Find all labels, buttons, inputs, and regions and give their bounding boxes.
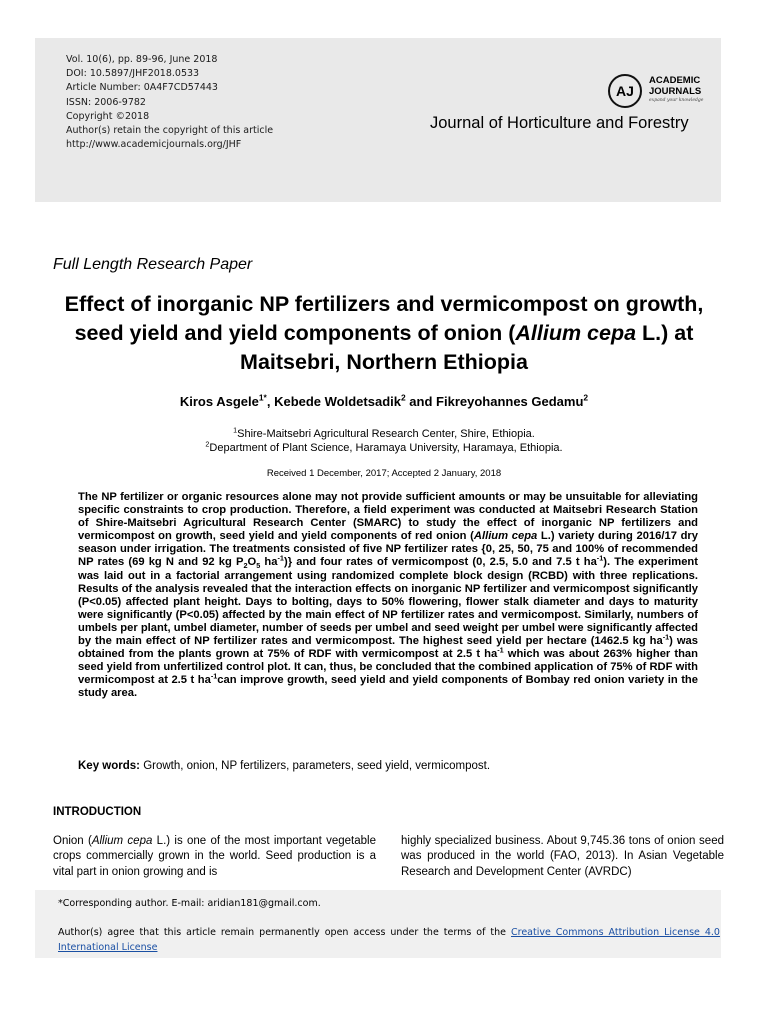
paper-title — [40, 290, 728, 377]
logo-line-academic: ACADEMIC — [649, 75, 701, 86]
author-2: Kebede Woldetsadik — [274, 394, 401, 409]
keywords-text: Growth, onion, NP fertilizers, parameters, seed yield, vermicompost. — [140, 760, 491, 772]
meta-copyright: Copyright ©2018 — [66, 110, 150, 122]
meta-volume: Vol. 10(6), pp. 89-96, June 2018 — [66, 54, 218, 65]
author-3-affil: 2 — [583, 392, 589, 403]
logo-wordmark — [649, 76, 701, 97]
author-2-affil: 2 — [400, 392, 406, 403]
intro-column-right: highly specialized business. About 9,745.36 tons of onion seed was produced in the world (FAO, 2013). In Asian Vegetable Research and Development Center (AVRDC) — [401, 835, 724, 878]
author-3: Fikreyohannes Gedamu — [436, 394, 584, 409]
keywords-label: Key words: — [78, 760, 140, 772]
author-1: Kiros Asgele — [179, 394, 259, 409]
title-text-end: L.) at Maitsebri, Northern Ethiopia — [240, 321, 694, 374]
logo-line-journals: JOURNALS — [649, 85, 702, 97]
license-link[interactable]: Creative Commons Attribution License 4.0 International License — [58, 927, 720, 953]
license-statement: Author(s) agree that this article remain permanently open access under the terms of the Creative Commons Attribution License 4.0 International License — [58, 927, 720, 953]
journal-name: Journal of Horticulture and Forestry — [430, 114, 689, 132]
author-1-affil: 1* — [258, 392, 267, 403]
meta-article-number: Article Number: 0A4F7CD57443 — [66, 82, 218, 94]
meta-url[interactable]: http://www.academicjournals.org/JHF — [66, 139, 242, 151]
article-metadata — [66, 53, 273, 152]
abstract: The NP fertilizer or organic resources alone may not provide sufficient amounts or may be unsuitable for alleviating specific constraints to crop production. Therefore, a field experiment was conducted at Maitsebri Research Station of Shire-Maitsebri Agricultural Research Center (SMARC) to study the effect of inorganic NP fertilizers and vermicompost on growth, seed yield and yield components of red onion (Allium cepa L.) variety during 2016/17 dry season under irrigation. The treatments consisted of five NP fertilizer rates {0, 25, 50, 75 and 100% of recommended NP rates (69 kg N and 92 kg $P_2O_5$ $ha^{-1}$)} and four rates of vermicompost (0, 2.5, 5.0 and 7.5 t $ha^{-1}$). The experiment was laid out in a factorial arrangement using randomized complete block design (RCBD) with three replications. Results of the analysis revealed that the interaction effects on inorganic NP fertilizer and vermicompost significantly (P<0.05) affected plant height. Days to bolting, days to 50% flowering, flower stalk diameter and days to maturity were significantly (P<0.05) affected by the main effect of NP fertilizer rates and vermicompost. Similarly, numbers of umbels per plant, umbel diameter, number of seeds per umbel and seed weight per umbel were significantly affected by the main effect of NP fertilizer rates and vermicompost. The highest seed yield per hectare (1462.5 kg $ha^{-1}$) was obtained from the plants grown at 75% of RDF with vermicompost at 2.5 t $ha^{-1}$ which was about 263% higher than seed yield from unfertilized control plot. It can, thus, be concluded that the combined application of 75% of RDF with vermicompost at 2.5 t $ha^{-1}can$ improve growth, seed yield and yield components of Bombay red onion variety in the study area. — [78, 491, 698, 700]
academic-journals-logo — [608, 74, 724, 108]
title-species: Allium cepa — [515, 321, 637, 345]
meta-doi: DOI: 10.5897/JHF2018.0533 — [66, 68, 200, 80]
corresponding-author: *Corresponding author. E-mail: aridian181@gmail.com. — [58, 898, 321, 909]
paper-type: Full Length Research Paper — [53, 256, 253, 273]
meta-issn: ISSN: 2006-9782 — [66, 96, 146, 108]
affiliation-2: $^2$Department of Plant Science, Haramaya University, Haramaya, Ethiopia. — [205, 440, 563, 454]
author-separator: and — [405, 394, 437, 409]
author-list — [40, 394, 728, 409]
keywords — [78, 760, 698, 772]
intro-column-left: Onion (Allium cepa L.) is one of the most important vegetable crops commercially grown in the world. Seed production is a vital part in onion growing and is — [53, 835, 376, 878]
section-heading-introduction: INTRODUCTION — [53, 806, 142, 818]
title-text: Effect of inorganic NP fertilizers and vermicompost on growth, seed yield and yield components of onion ( — [64, 292, 704, 345]
affiliation-1: $^1$Shire-Maitsebri Agricultural Research Center, Shire, Ethiopia. — [233, 426, 535, 440]
affiliations — [40, 427, 728, 455]
author-separator: , — [266, 394, 275, 409]
logo-tagline: expand your knowledge — [649, 98, 704, 103]
received-dates: Received 1 December, 2017; Accepted 2 January, 2018 — [266, 468, 502, 479]
meta-rights: Author(s) retain the copyright of this article — [66, 125, 274, 137]
aj-circle-icon: AJ — [608, 74, 642, 108]
